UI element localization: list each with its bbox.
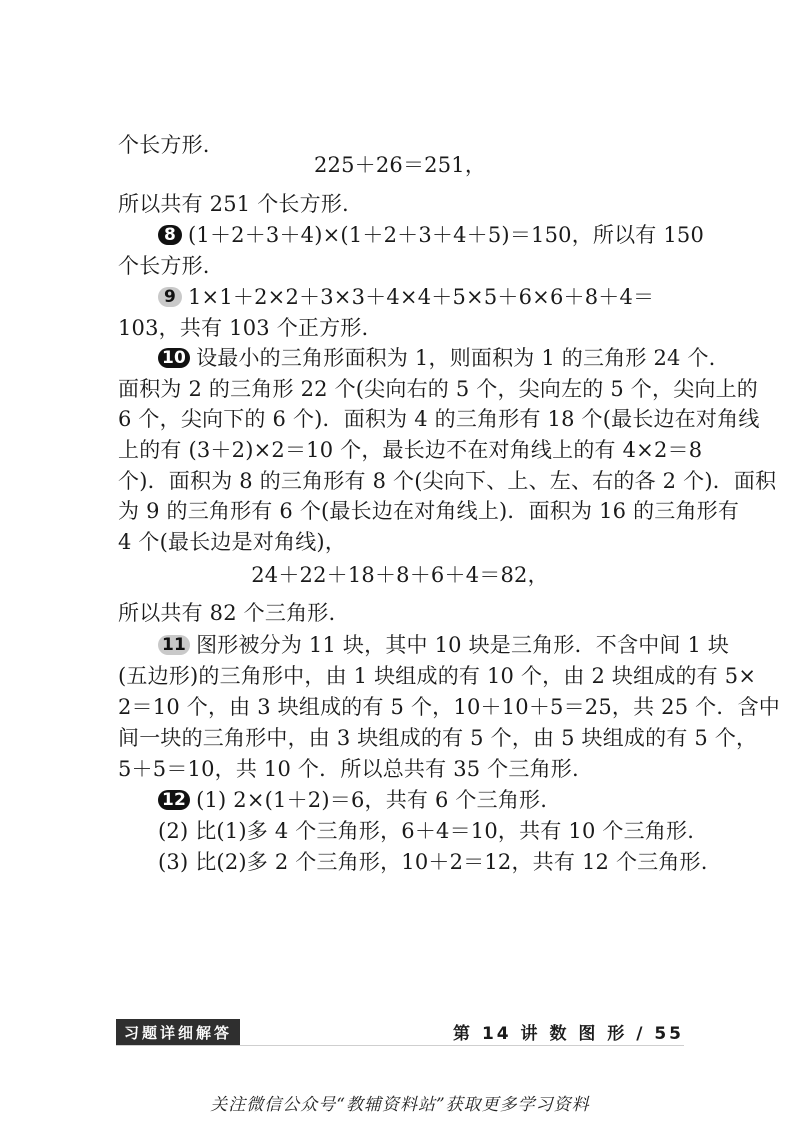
text-line: 面积为 2 的三角形 22 个(尖向右的 5 个，尖向左的 5 个，尖向上的 bbox=[118, 377, 758, 401]
text-line: 图形被分为 11 块，其中 10 块是三角形．不含中间 1 块 bbox=[196, 633, 730, 657]
text-line: 4 个(最长边是对角线)， bbox=[118, 530, 347, 554]
page-header-chapter: 第 14 讲 数 图 形 / 55 bbox=[453, 1024, 684, 1044]
text-line: 2＝10 个，由 3 块组成的有 5 个，10＋10＋5＝25，共 25 个．含中 bbox=[118, 695, 780, 719]
text-line: (1) 2×(1＋2)＝6，共有 6 个三角形. bbox=[196, 788, 548, 812]
problem-number-badge: 9 bbox=[158, 287, 182, 307]
equation: 24＋22＋18＋8＋6＋4＝82， bbox=[251, 563, 549, 587]
text-line: 所以共有 82 个三角形. bbox=[118, 601, 336, 625]
text-line: 为 9 的三角形有 6 个(最长边在对角线上)．面积为 16 的三角形有 bbox=[118, 499, 740, 523]
problem-number-badge: 11 bbox=[158, 635, 190, 655]
section-tag: 习题详细解答 bbox=[116, 1019, 240, 1046]
equation: 225＋26＝251， bbox=[313, 153, 487, 177]
problem-number-badge: 10 bbox=[158, 348, 190, 368]
text-line: 个长方形. bbox=[118, 133, 210, 157]
text-line: 103，共有 103 个正方形. bbox=[118, 316, 369, 340]
text-line: 5＋5＝10，共 10 个．所以总共有 35 个三角形. bbox=[118, 757, 579, 781]
answer-9 bbox=[158, 282, 728, 312]
text-line: 个长方形. bbox=[118, 254, 210, 278]
text-line: (3) 比(2)多 2 个三角形，10＋2＝12，共有 12 个三角形. bbox=[158, 850, 708, 874]
divider bbox=[116, 1045, 684, 1046]
text-line: 上的有 (3＋2)×2＝10 个，最长边不在对角线上的有 4×2＝8 bbox=[118, 438, 703, 462]
text-line: 个)．面积为 8 的三角形有 8 个(尖向下、上、左、右的各 2 个)．面积 bbox=[118, 469, 777, 493]
problem-number-badge: 8 bbox=[158, 225, 182, 245]
text-line: 设最小的三角形面积为 1，则面积为 1 的三角形 24 个. bbox=[196, 346, 716, 370]
text-line: 间一块的三角形中，由 3 块组成的有 5 个，由 5 块组成的有 5 个， bbox=[118, 726, 758, 750]
text-line: (五边形)的三角形中，由 1 块组成的有 10 个，由 2 块组成的有 5× bbox=[118, 664, 757, 688]
text-line: 6 个，尖向下的 6 个)．面积为 4 的三角形有 18 个(最长边在对角线 bbox=[118, 407, 760, 431]
text-line: (2) 比(1)多 4 个三角形，6＋4＝10，共有 10 个三角形. bbox=[158, 819, 695, 843]
problem-number-badge: 12 bbox=[158, 790, 190, 810]
answer-8 bbox=[158, 220, 728, 250]
answer-11 bbox=[158, 630, 728, 660]
text-line: (1＋2＋3＋4)×(1＋2＋3＋4＋5)＝150，所以有 150 bbox=[188, 223, 705, 247]
answer-12 bbox=[158, 785, 728, 815]
answer-10 bbox=[158, 343, 728, 373]
watermark-text: 关注微信公众号“教辅资料站”获取更多学习资料 bbox=[210, 1095, 590, 1115]
text-line: 1×1＋2×2＋3×3＋4×4＋5×5＋6×6＋8＋4＝ bbox=[188, 285, 655, 309]
text-line: 所以共有 251 个长方形. bbox=[118, 192, 349, 216]
